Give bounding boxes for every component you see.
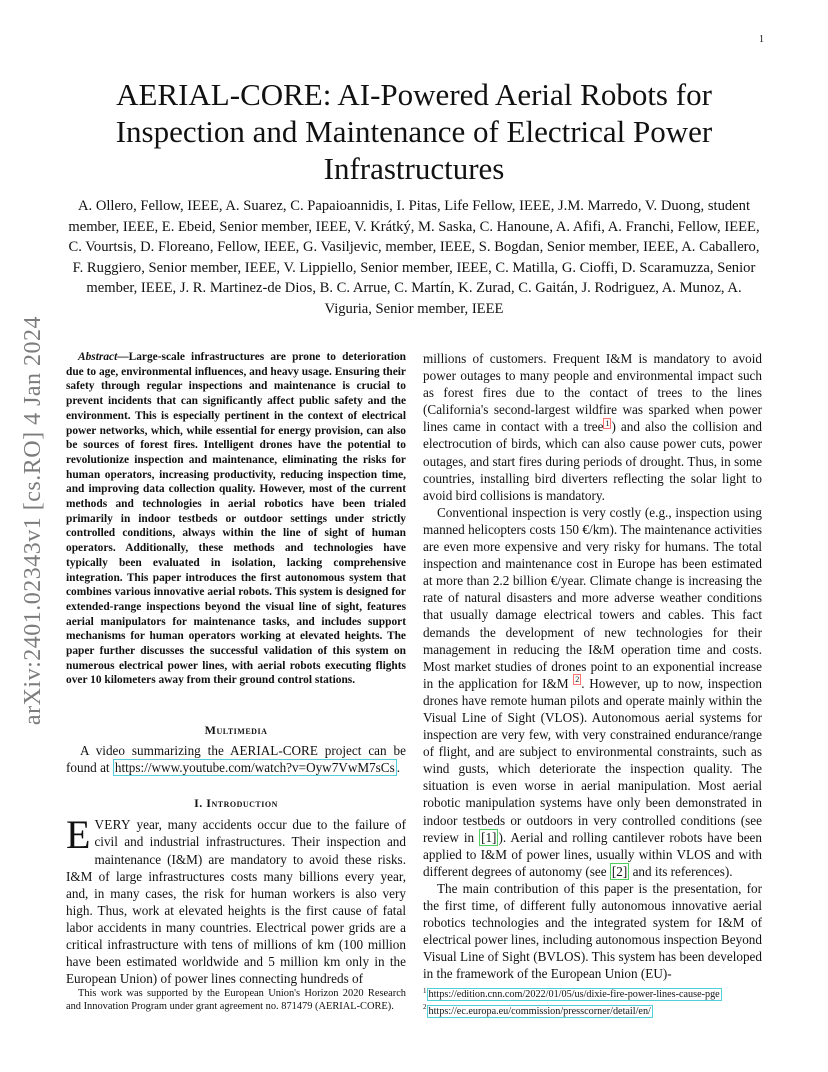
left-column [66, 350, 406, 987]
citation-2[interactable]: [2] [611, 863, 628, 879]
right-p2-text-b: . However, up to now, inspection drones have remote human pilots and operate mainly within the Visual Line of Sight (VLOS). Autonomous aerial systems for inspection are very few, with very constrained endurance/range of flight, and are subject to environmental constraints, such as wind gusts, which deteriorate the inspection quality. The situation is even worse in aerial manipulation. Most aerial robotic manipulation systems have only been demonstrated in indoor testbeds or outdoors in very controlled conditions (see review in [423, 675, 762, 845]
footnote-2-mark: 2 [423, 1003, 427, 1012]
right-p2-text-a: Conventional inspection is very costly (e.g., inspection using manned helicopters costs 150 €/km). The maintenance activities are even more expensive and very risky for humans. The total inspection and maintenance cost in Europe has been estimated at more than 2.2 billion €/year. Climate change is increasing the rate of natural disasters and more adverse weather conditions that usually damage electrical towers and cables. This fact demands the development of new technologies for their management in reducing the I&M operation time and costs. Most market studies of drones point to an exponential increase in the application for I&M [423, 504, 762, 691]
footnote-2-link[interactable]: https://ec.europa.eu/commission/presscorner/detail/en/ [428, 1005, 651, 1017]
right-p1-text-b: ) and also the collision and electrocution of birds, which can also cause power cuts, power outages, and start fires during periods of drought. Thus, in some countries, installing bird diverters reflecting the solar light to avoid bird collisions is mandatory. [423, 419, 763, 503]
arxiv-stamp [14, 298, 54, 742]
page-number: 1 [759, 34, 764, 45]
abstract [66, 350, 406, 688]
right-paragraph-1 [423, 350, 762, 504]
dropcap-letter: E [66, 812, 91, 858]
right-paragraph-2 [423, 504, 762, 880]
footnotes [423, 985, 762, 1018]
arxiv-stamp-text: arXiv:2401.02343v1 [cs.RO] 4 Jan 2024 [20, 315, 47, 725]
abstract-dash: — [117, 351, 129, 363]
author-list: A. Ollero, Fellow, IEEE, A. Suarez, C. Papaioannidis, I. Pitas, Life Fellow, IEEE, J.M. Marredo, V. Duong, student member, IEEE, E. Ebeid, Senior member, IEEE, V. Krátký, M. Saska, C. Hanoune, A. Afifi, A. Franchi, Fellow, IEEE, C. Vourtsis, D. Floreano, Fellow, IEEE, G. Vasiljevic, member, IEEE, S. Bogdan, Senior member, IEEE, A. Caballero, F. Ruggiero, Senior member, IEEE, V. Lippiello, Senior member, IEEE, C. Matilla, G. Cioffi, D. Scaramuzza, Senior member, IEEE, J. R. Martinez-de Dios, B. C. Arrue, C. Martín, K. Zurad, C. Gaitán, J. Rodriguez, A. Munoz, A. Viguria, Senior member, IEEE [68, 198, 760, 317]
right-paragraph-3: The main contribution of this paper is the presentation, for the first time, of different fully autonomous innovative aerial robotics technologies and the integrated system for I&M of electrical power lines, including autonomous inspection Beyond Visual Line of Sight (BVLOS). This system has been developed in the framework of the European Union (EU)- [423, 880, 762, 982]
multimedia-text: A video summarizing the AERIAL-CORE project can be found at [66, 743, 406, 776]
right-p1-text-a: millions of customers. Frequent I&M is mandatory to avoid power outages to many people and environmental impact such as forest fires due to the contact of trees to the lines (California's second-largest wildfire was sparked when power lines came in contact with a tree [423, 351, 762, 435]
abstract-text: Large-scale infrastructures are prone to deterioration due to age, environmental influences, and heavy usage. Ensuring their safety through regular inspections and maintenance is crucial to prevent incidents that can significantly affect public safety and the environment. This is especially pertinent in the context of electrical power networks, which, while essential for energy provision, can also be sources of forest fires. Intelligent drones have the potential to revolutionize inspection and maintenance, eliminating the risks for human operators, increasing productivity, reducing inspection time, and improving data collection quality. However, most of the current methods and technologies in aerial robotics have been trialed primarily in indoor testbeds or outdoor settings under strictly controlled conditions, always within the line of sight of human operators. Additionally, these methods and technologies have typically been evaluated in isolation, lacking comprehensive integration. This paper introduces the first autonomous system that combines various innovative aerial robots. This system is designed for extended-range inspections beyond the visual line of sight, features aerial manipulators for maintenance tasks, and includes support mechanisms for human operators working at elevated heights. The paper further discusses the successful validation of this system on numerous electrical power lines, with aerial robots executing flights over 10 kilometers away from their ground control stations. [66, 351, 406, 687]
footnote-marker-2[interactable]: 2 [575, 675, 580, 685]
multimedia-period: . [396, 760, 401, 776]
youtube-link[interactable]: https://www.youtube.com/watch?v=Oyw7VwM7sCs [114, 760, 395, 776]
footnote-1-link[interactable]: https://edition.cnn.com/2022/01/05/us/dixie-fire-power-lines-cause-pge [428, 989, 720, 1001]
introduction-paragraph [66, 812, 406, 987]
dropcap-caps: VERY [94, 817, 131, 833]
right-p2-text-c: ). Aerial and rolling cantilever robots have been applied to I&M of power lines, usually within VLOS and with different degrees of autonomy (see [423, 829, 763, 879]
funding-footnote: This work was supported by the European Union's Horizon 2020 Research and Innovation Program under grant agreement no. 871479 (AERIAL-CORE). [66, 988, 406, 1012]
introduction-heading: I. Introduction [194, 796, 278, 811]
abstract-label: Abstract [78, 351, 118, 363]
right-column [423, 350, 762, 982]
footnote-2 [423, 1001, 762, 1017]
introduction-text: year, many accidents occur due to the failure of civil and industrial infrastructures. Their inspection and maintenance (I&M) are mandatory to avoid these risks. I&M of large infrastructures costs many billions every year, and, in many cases, the risk for human workers is also very high. Thus, work at elevated heights is the first cause of fatal labor accidents in many countries. Electrical power grids are a critical infrastructure with tens of millions of km (100 million have been estimated worldwide and 5 million km only in the European Union) of power lines connecting hundreds of [66, 817, 406, 987]
multimedia-paragraph [66, 742, 406, 776]
footnote-1-mark: 1 [423, 987, 427, 995]
right-p2-text-d: and its references). [629, 863, 733, 879]
paper-title: AERIAL-CORE: AI-Powered Aerial Robots for Inspection and Maintenance of Electrical Power Infrastructures [115, 77, 713, 186]
citation-1[interactable]: [1] [481, 829, 497, 845]
multimedia-heading: Multimedia [204, 723, 268, 738]
footnote-marker-1[interactable]: 1 [605, 418, 610, 428]
footnote-1 [423, 985, 762, 1001]
